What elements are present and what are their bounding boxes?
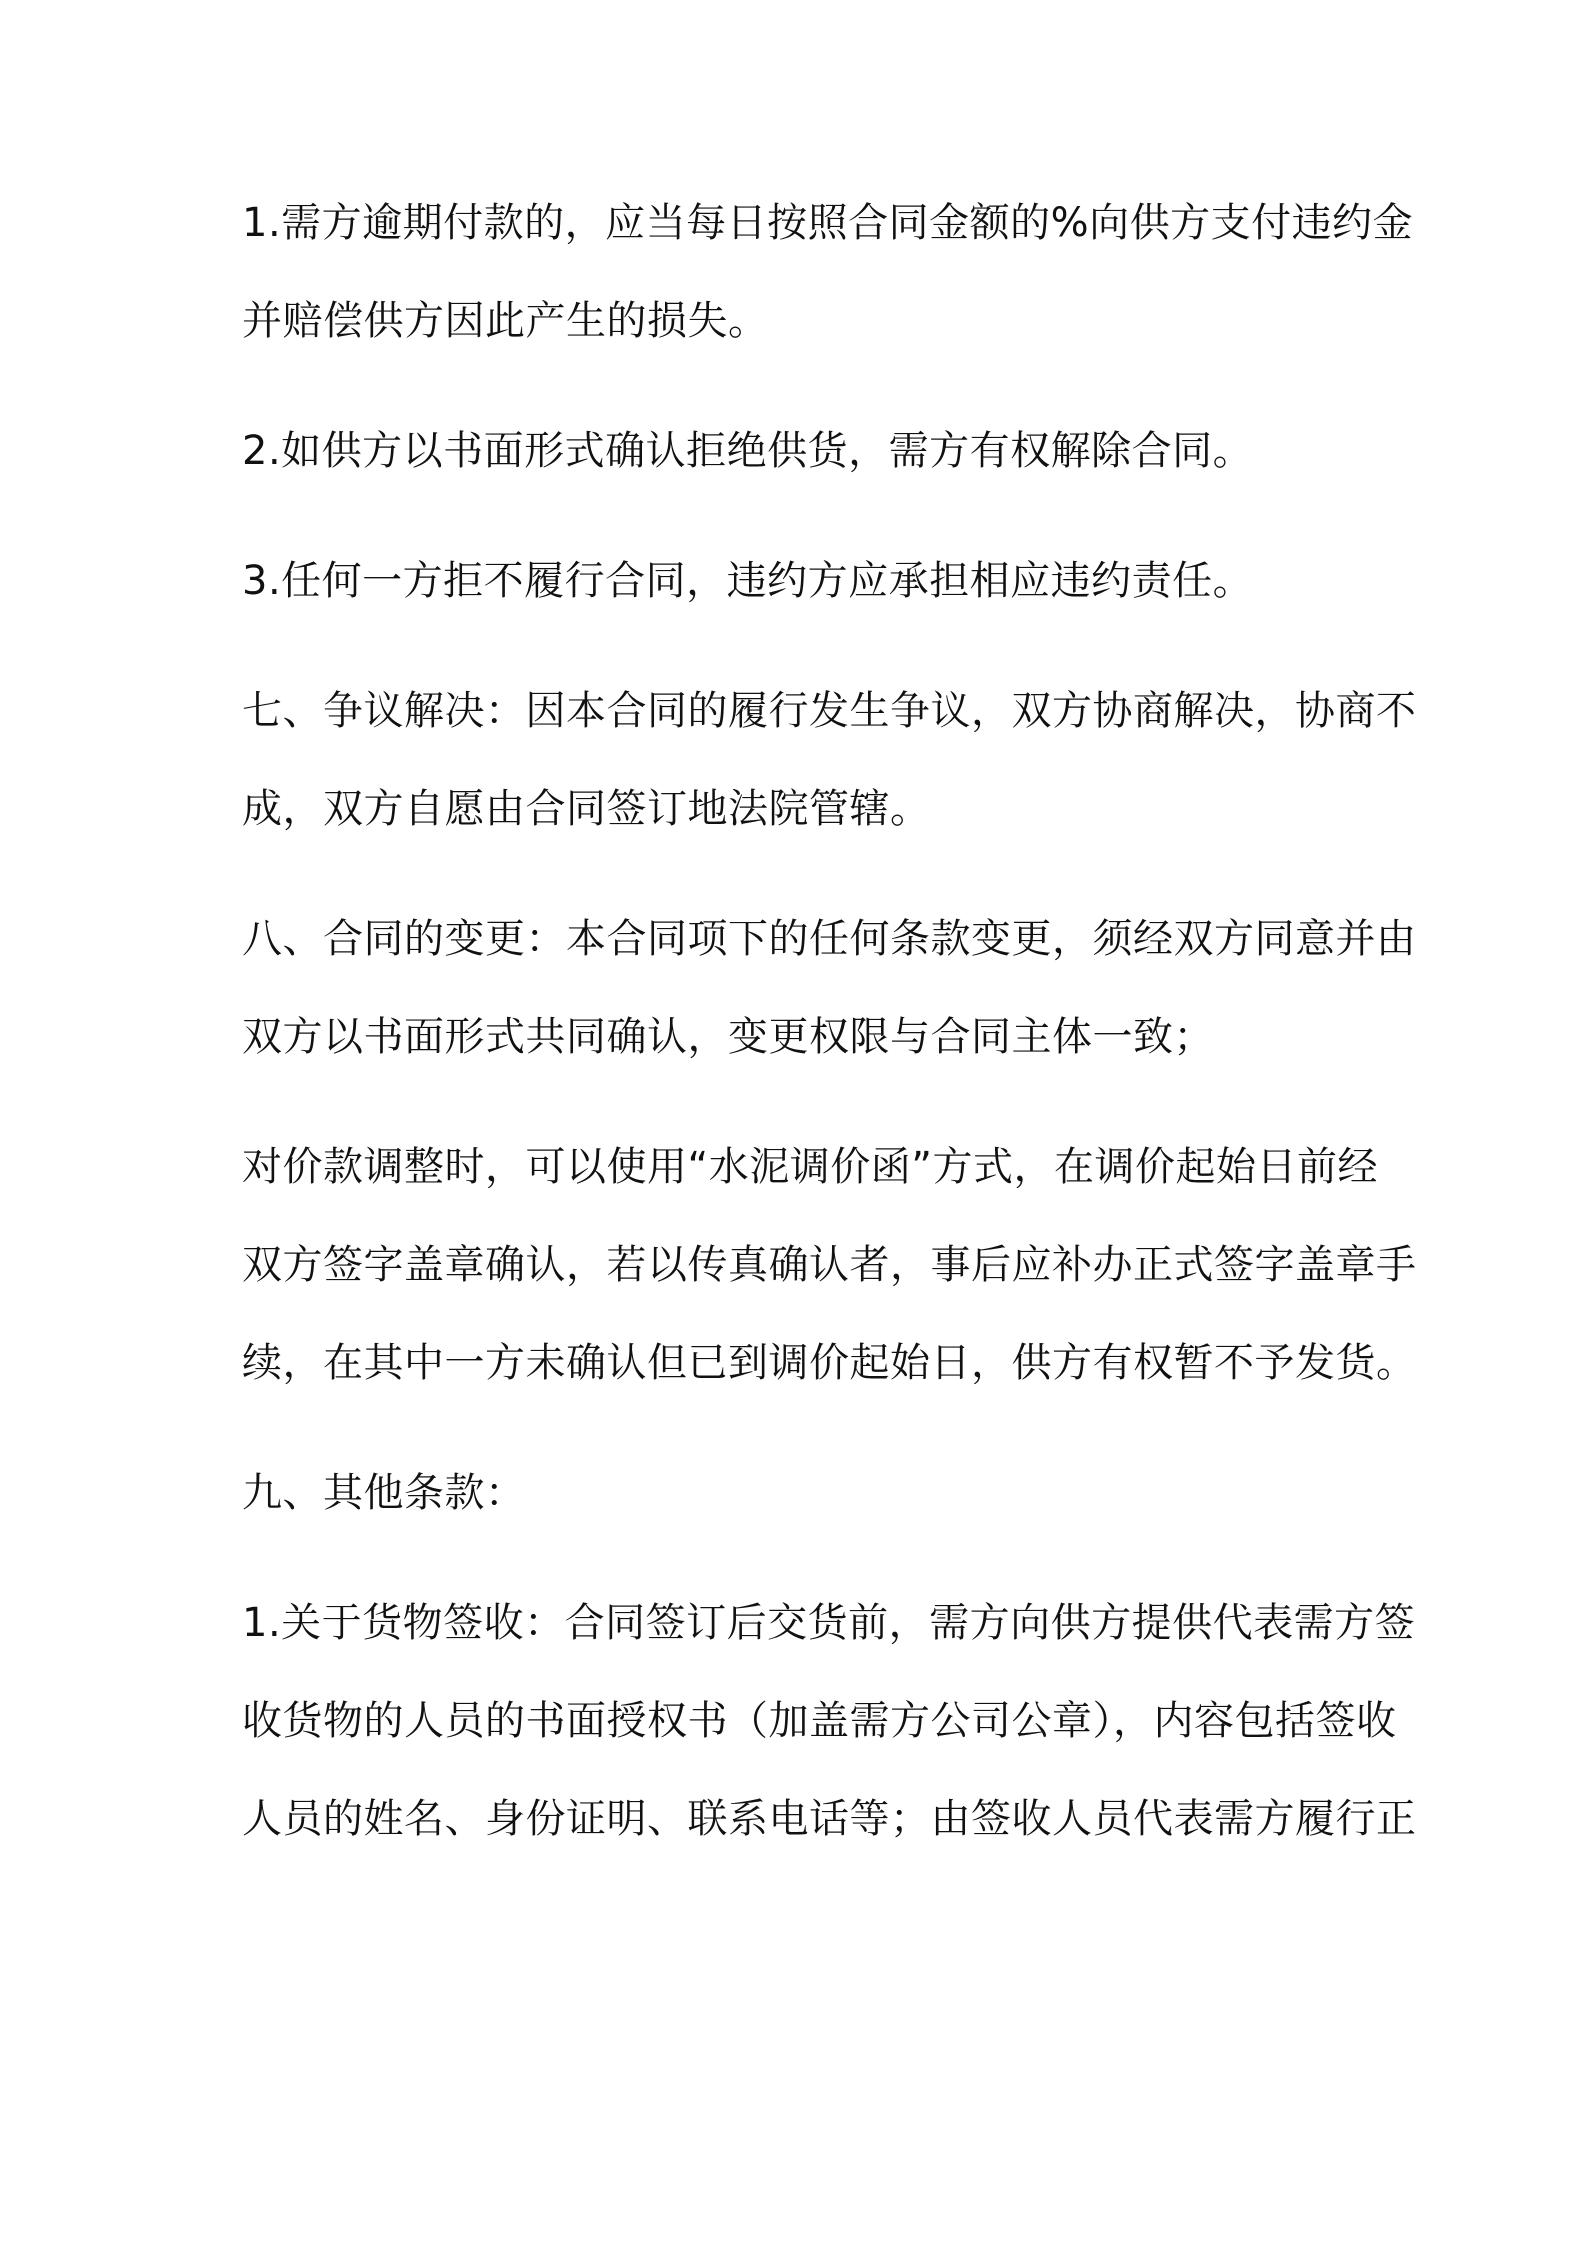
- paragraph-line: 1.关于货物签收：合同签订后交货前，需方向供方提供代表需方签: [242, 1600, 1416, 1646]
- paragraph-line: 对价款调整时，可以使用“水泥调价函”方式，在调价起始日前经: [242, 1144, 1378, 1190]
- paragraph-line: 3.任何一方拒不履行合同，违约方应承担相应违约责任。: [242, 558, 1254, 604]
- section-heading-line: 九、其他条款：: [242, 1470, 526, 1516]
- paragraph-line: 双方签字盖章确认，若以传真确认者，事后应补办正式签字盖章手: [242, 1242, 1417, 1288]
- paragraph-line: 成，双方自愿由合同签订地法院管辖。: [242, 786, 931, 832]
- paragraph-line: 1.需方逾期付款的，应当每日按照合同金额的%向供方支付违约金: [242, 200, 1414, 246]
- section-heading-line: 八、合同的变更：本合同项下的任何条款变更，须经双方同意并由: [242, 916, 1417, 962]
- paragraph-line: 续，在其中一方未确认但已到调价起始日，供方有权暂不予发货。: [242, 1340, 1417, 1386]
- paragraph-line: 并赔偿供方因此产生的损失。: [242, 298, 769, 344]
- section-heading-line: 七、争议解决：因本合同的履行发生争议，双方协商解决，协商不: [242, 688, 1417, 734]
- paragraph-line: 2.如供方以书面形式确认拒绝供货，需方有权解除合同。: [242, 428, 1254, 474]
- paragraph-line: 双方以书面形式共同确认，变更权限与合同主体一致；: [242, 1014, 1214, 1060]
- paragraph-line: 人员的姓名、身份证明、联系电话等；由签收人员代表需方履行正: [242, 1796, 1417, 1842]
- paragraph-line: 收货物的人员的书面授权书（加盖需方公司公章），内容包括签收: [242, 1698, 1397, 1744]
